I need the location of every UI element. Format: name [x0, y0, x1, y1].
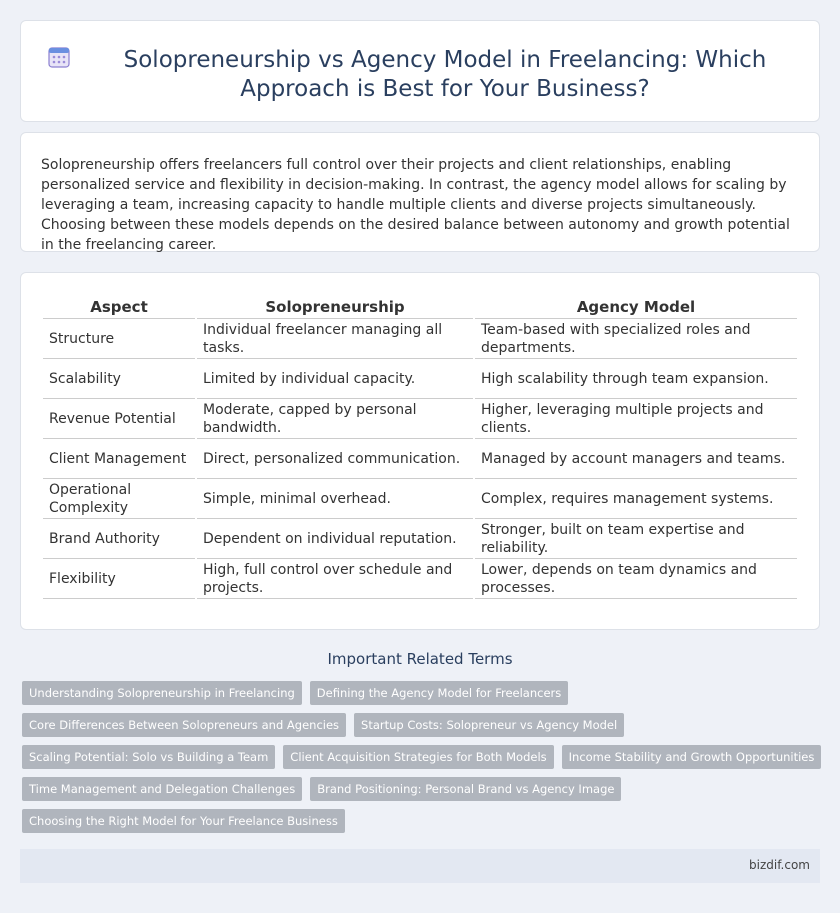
related-term-link[interactable]: Defining the Agency Model for Freelancers — [310, 681, 568, 705]
table-cell: Dependent on individual reputation. — [197, 519, 473, 559]
intro-card — [20, 132, 820, 252]
column-header-aspect: Aspect — [43, 295, 195, 319]
table-cell: Structure — [43, 319, 195, 359]
column-header-solopreneurship: Solopreneurship — [197, 295, 473, 319]
table-cell: Complex, requires management systems. — [475, 479, 797, 519]
table-row — [43, 519, 797, 559]
footer-brand[interactable]: bizdif.com — [749, 858, 810, 872]
column-header-agency: Agency Model — [475, 295, 797, 319]
related-term-link[interactable]: Time Management and Delegation Challenges — [22, 777, 302, 801]
related-term-link[interactable]: Core Differences Between Solopreneurs and Agencies — [22, 713, 346, 737]
table-row — [43, 559, 797, 599]
table-cell: Flexibility — [43, 559, 195, 599]
table-cell: High, full control over schedule and projects. — [197, 559, 473, 599]
table-cell: Limited by individual capacity. — [197, 359, 473, 399]
table-cell: Client Management — [43, 439, 195, 479]
table-row — [43, 439, 797, 479]
header-card — [20, 20, 820, 122]
table-cell: Revenue Potential — [43, 399, 195, 439]
table-cell: Simple, minimal overhead. — [197, 479, 473, 519]
table-cell: Direct, personalized communication. — [197, 439, 473, 479]
table-cell: Stronger, built on team expertise and reliability. — [475, 519, 797, 559]
table-cell: Individual freelancer managing all tasks. — [197, 319, 473, 359]
table-row — [43, 319, 797, 359]
table-cell: Brand Authority — [43, 519, 195, 559]
table-row — [43, 399, 797, 439]
page-title: Solopreneurship vs Agency Model in Freelancing: Which Approach is Best for Your Business? — [123, 47, 767, 102]
table-row — [43, 479, 797, 519]
related-term-link[interactable]: Startup Costs: Solopreneur vs Agency Model — [354, 713, 624, 737]
table-cell: Managed by account managers and teams. — [475, 439, 797, 479]
table-row — [43, 359, 797, 399]
related-term-link[interactable]: Scaling Potential: Solo vs Building a Team — [22, 745, 275, 769]
table-cell: Moderate, capped by personal bandwidth. — [197, 399, 473, 439]
table-cell: High scalability through team expansion. — [475, 359, 797, 399]
footer — [20, 849, 820, 883]
table-cell: Scalability — [43, 359, 195, 399]
calendar-icon — [47, 45, 71, 69]
comparison-table — [41, 295, 799, 599]
related-term-link[interactable]: Choosing the Right Model for Your Freelance Business — [22, 809, 345, 833]
table-cell: Operational Complexity — [43, 479, 195, 519]
table-cell: Lower, depends on team dynamics and processes. — [475, 559, 797, 599]
related-term-link[interactable]: Understanding Solopreneurship in Freelancing — [22, 681, 302, 705]
related-terms-heading: Important Related Terms — [327, 650, 513, 668]
related-terms-list — [22, 681, 815, 841]
table-header-row — [43, 295, 797, 319]
related-term-link[interactable]: Client Acquisition Strategies for Both Models — [283, 745, 553, 769]
intro-paragraph: Solopreneurship offers freelancers full control over their projects and client relationships, enabling personalized service and flexibility in decision-making. In contrast, the agency model allows for scaling by leveraging a team, increasing capacity to handle multiple clients and diverse projects simultaneously. Choosing between these models depends on the desired balance between autonomy and growth potential in the freelancing career. — [41, 157, 790, 253]
table-cell: Team-based with specialized roles and departments. — [475, 319, 797, 359]
comparison-card — [20, 272, 820, 630]
table-cell: Higher, leveraging multiple projects and clients. — [475, 399, 797, 439]
related-term-link[interactable]: Brand Positioning: Personal Brand vs Agency Image — [310, 777, 621, 801]
related-term-link[interactable]: Income Stability and Growth Opportunities — [562, 745, 822, 769]
